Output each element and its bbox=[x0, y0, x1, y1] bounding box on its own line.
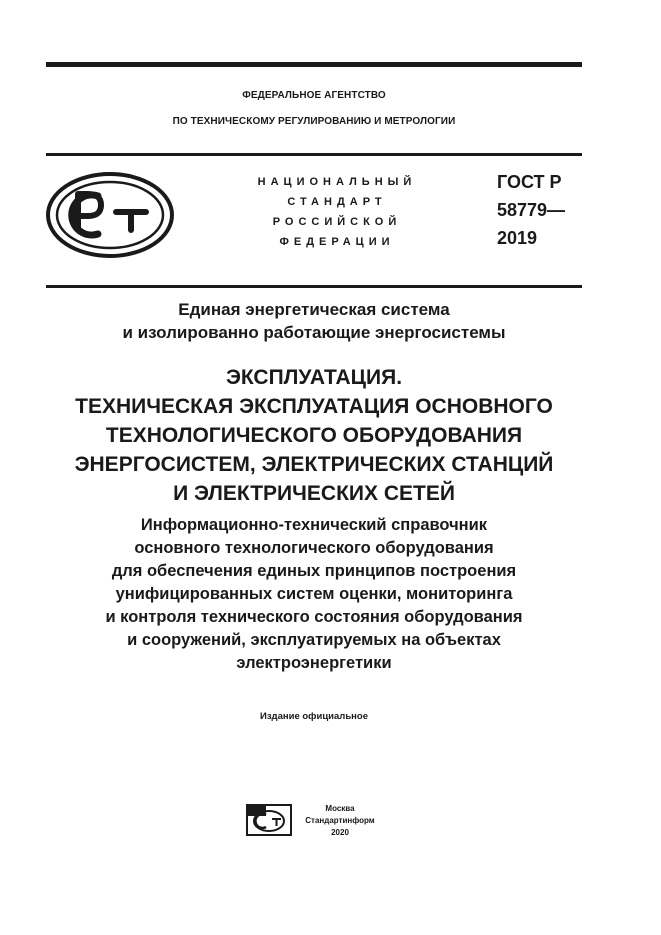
title-line: ТЕХНОЛОГИЧЕСКОГО ОБОРУДОВАНИЯ bbox=[105, 424, 523, 447]
edition-note: Издание официальное bbox=[260, 711, 368, 722]
subtitle-line: и изолированно работающие энергосистемы bbox=[122, 323, 506, 342]
title-line: ТЕХНИЧЕСКАЯ ЭКСПЛУАТАЦИЯ ОСНОВНОГО bbox=[75, 395, 553, 418]
agency-line-2: ПО ТЕХНИЧЕСКОМУ РЕГУЛИРОВАНИЮ И МЕТРОЛОГИИ bbox=[172, 116, 456, 127]
publication-year: 2020 bbox=[331, 828, 349, 837]
document-title bbox=[30, 363, 598, 508]
title-rule bbox=[46, 285, 582, 288]
header-rule bbox=[46, 153, 582, 156]
description-line: и контроля технического состояния оборудования bbox=[105, 608, 523, 626]
standard-type-line: РОССИЙСКОЙ bbox=[272, 216, 402, 228]
standard-type-line: ФЕДЕРАЦИИ bbox=[279, 236, 395, 248]
standartinform-logo-icon bbox=[246, 804, 292, 836]
title-line: ЭНЕРГОСИСТЕМ, ЭЛЕКТРИЧЕСКИХ СТАНЦИЙ bbox=[74, 453, 554, 476]
standard-type-line: НАЦИОНАЛЬНЫЙ bbox=[257, 176, 417, 188]
title-line: ЭКСПЛУАТАЦИЯ. bbox=[225, 366, 403, 389]
agency-line-1: ФЕДЕРАЛЬНОЕ АГЕНТСТВО bbox=[242, 90, 386, 101]
description-line: Информационно-технический справочник bbox=[140, 516, 488, 534]
description-line: основного технологического оборудования bbox=[134, 539, 494, 557]
document-description bbox=[46, 514, 582, 675]
top-rule bbox=[46, 62, 582, 67]
description-line: для обеспечения единых принципов построения bbox=[111, 562, 517, 580]
designation-line: ГОСТ Р bbox=[497, 172, 562, 192]
publisher-info bbox=[290, 803, 390, 839]
title-line: И ЭЛЕКТРИЧЕСКИХ СЕТЕЙ bbox=[173, 482, 455, 505]
designation-line: 2019 bbox=[497, 228, 538, 248]
rst-emblem-icon bbox=[46, 172, 174, 258]
description-line: электроэнергетики bbox=[236, 654, 392, 672]
description-line: и сооружений, эксплуатируемых на объектах bbox=[127, 631, 501, 649]
standard-type-block bbox=[222, 172, 452, 252]
standard-type-line: СТАНДАРТ bbox=[287, 196, 387, 208]
designation-line: 58779— bbox=[497, 200, 566, 220]
publisher-city: Москва bbox=[325, 804, 355, 813]
standard-designation bbox=[497, 168, 565, 252]
publisher-name: Стандартинформ bbox=[305, 816, 375, 825]
description-line: унифицированных систем оценки, мониторинга bbox=[115, 585, 513, 603]
document-subtitle bbox=[46, 298, 582, 344]
subtitle-line: Единая энергетическая система bbox=[178, 300, 450, 319]
